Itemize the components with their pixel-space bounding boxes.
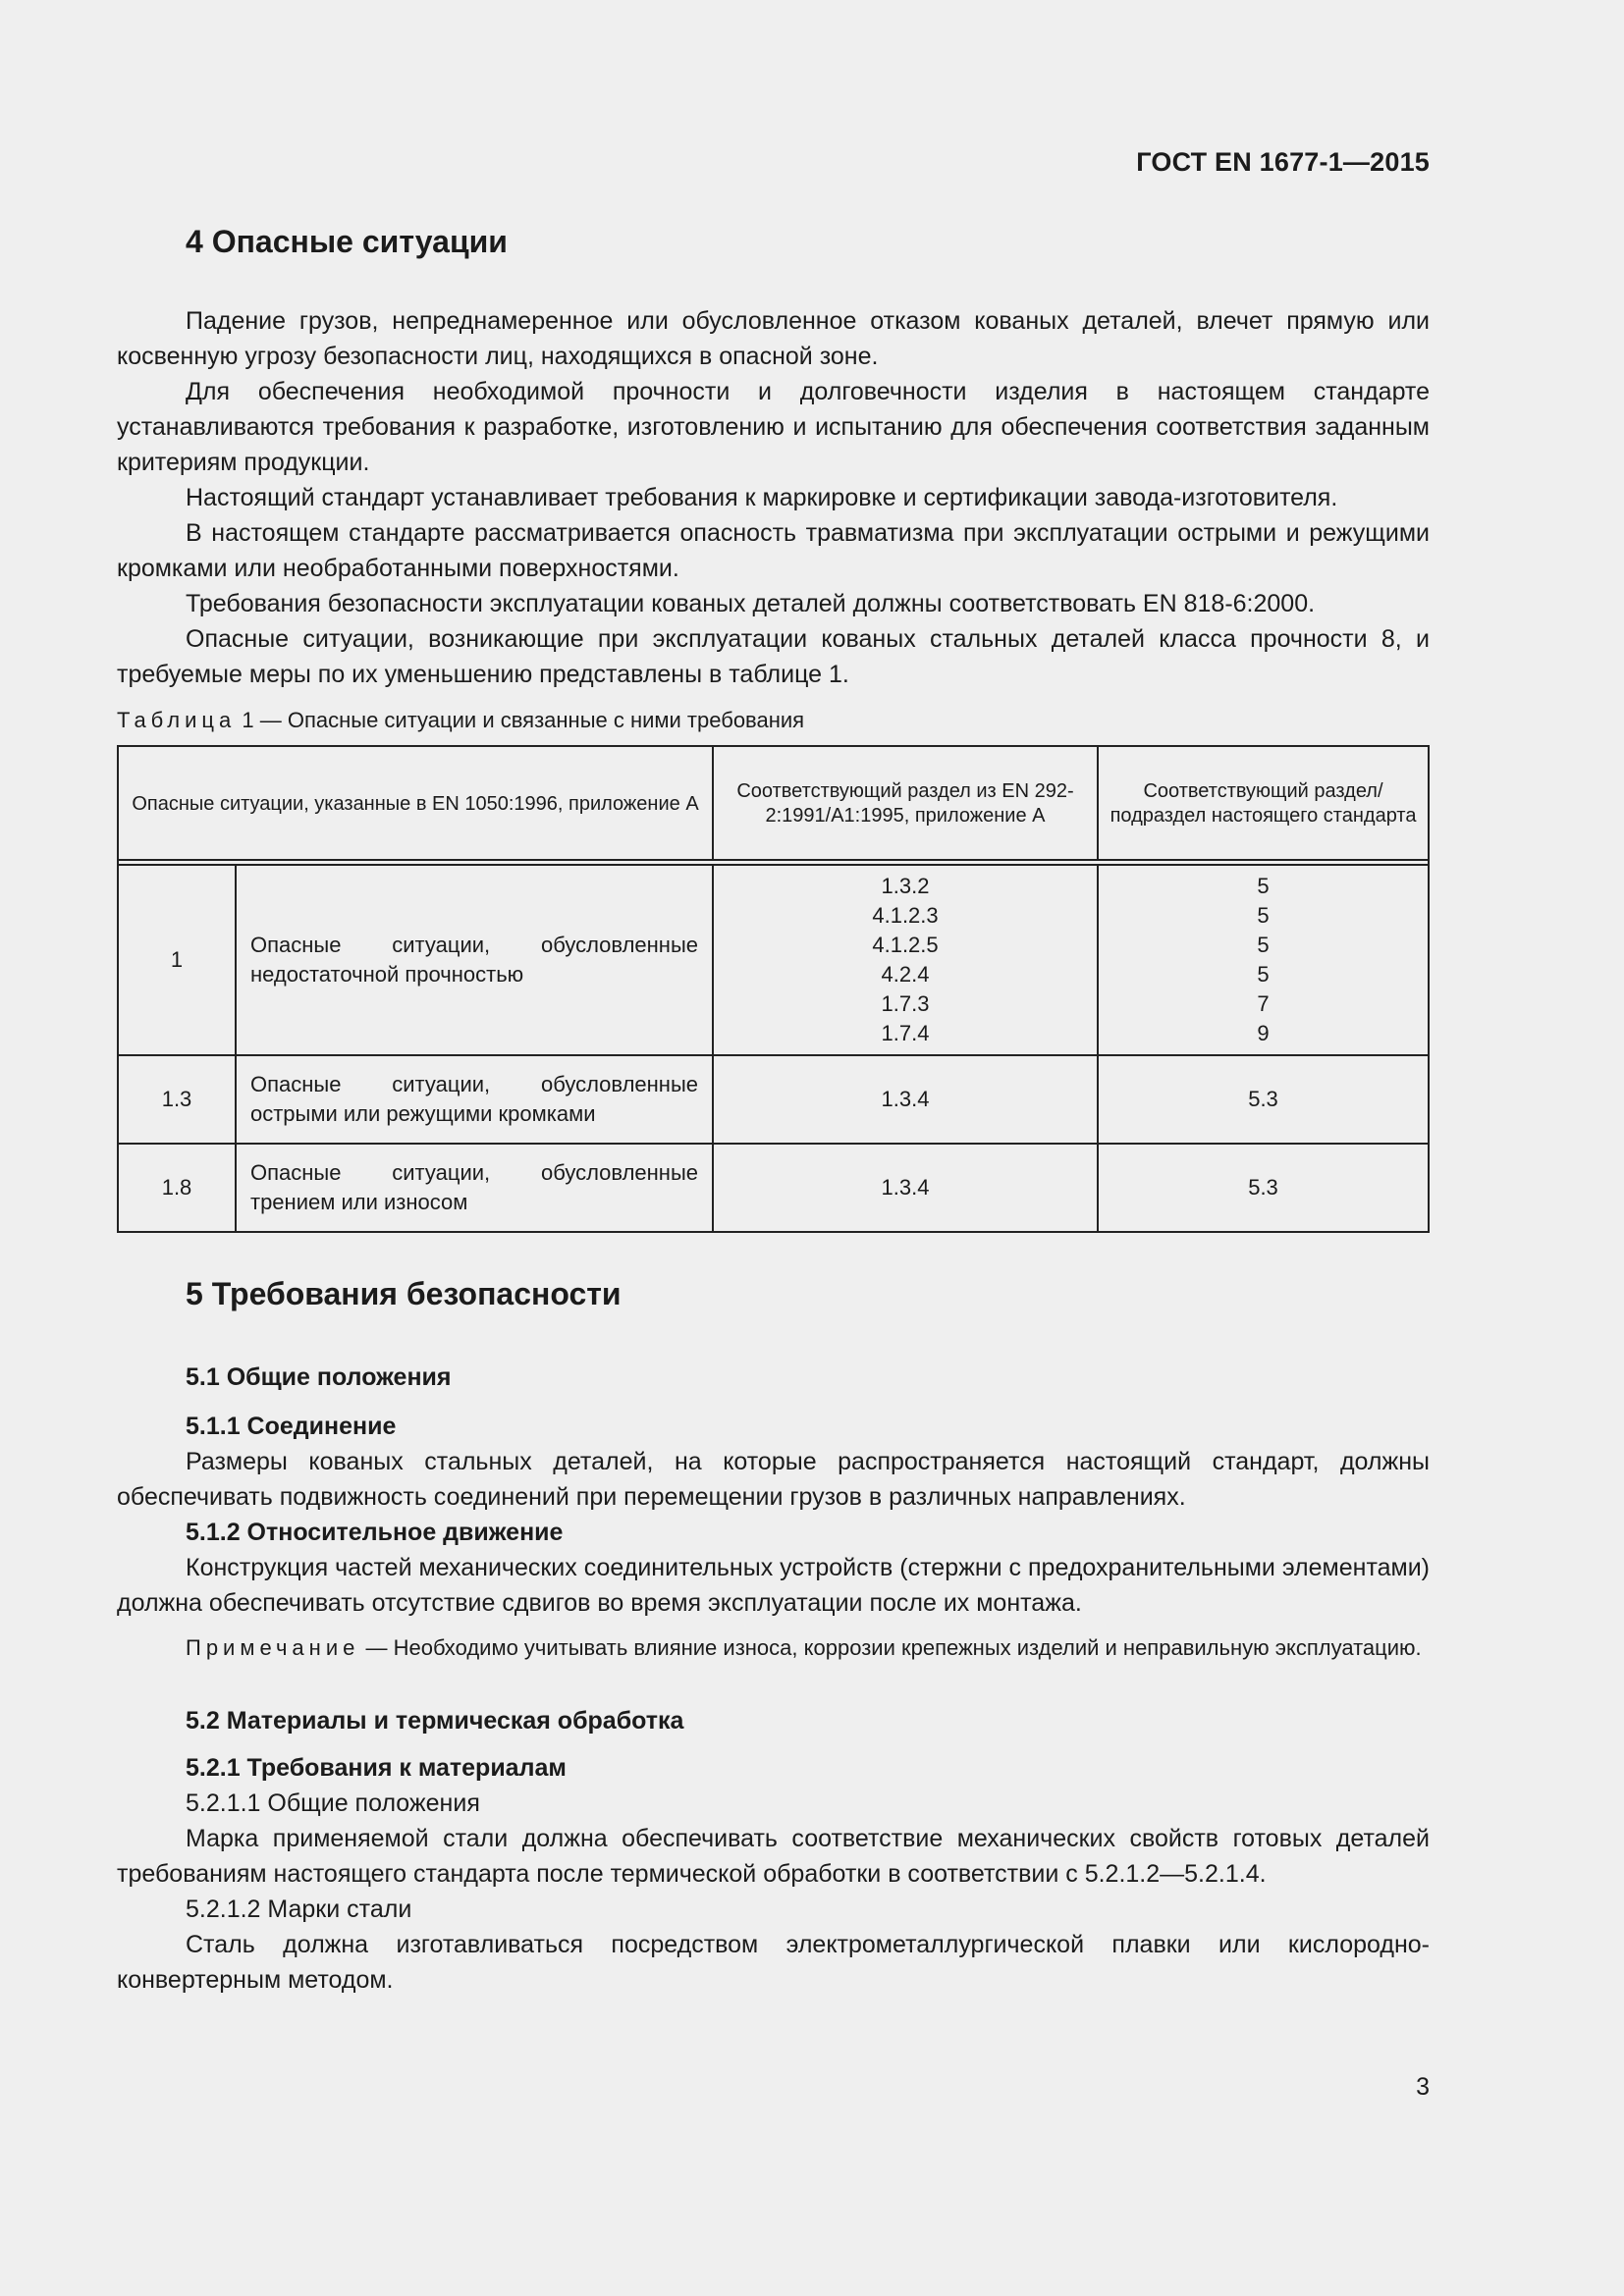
section-5-2-1-1-text: Марка применяемой стали должна обеспечивать соответствие механических свойств готовых деталей требованиям настоящего стандарта после термической обработки в соответствии с 5.2.1.2—5.2.1.4.	[117, 1825, 1430, 1888]
row-sections: 1.3.4	[713, 1055, 1098, 1144]
note-label: Примечание	[186, 1635, 360, 1660]
standard-ref: 5	[1257, 962, 1270, 987]
note-text: — Необходимо учитывать влияние износа, коррозии крепежных изделий и неправильную эксплуатацию.	[365, 1635, 1422, 1660]
section-4-paragraph: Опасные ситуации, возникающие при эксплуатации кованых стальных деталей класса прочности 8, и требуемые меры по их уменьшению представлены в таблице 1.	[117, 625, 1430, 688]
section-5-2-1-1-title: 5.2.1.1 Общие положения	[186, 1789, 480, 1817]
table-caption	[117, 708, 1430, 733]
section-4-paragraph: Настоящий стандарт устанавливает требования к маркировке и сертификации завода-изготовителя.	[186, 484, 1338, 511]
section-5-title: 5 Требования безопасности	[186, 1276, 622, 1311]
table-row	[118, 865, 1429, 1055]
row-sections: 1.3.4	[713, 1144, 1098, 1232]
section-ref: 4.1.2.3	[872, 903, 939, 928]
section-4-title: 4 Опасные ситуации	[186, 224, 508, 259]
section-5-2-title: 5.2 Материалы и термическая обработка	[186, 1707, 684, 1735]
section-5-2-1-2-title: 5.2.1.2 Марки стали	[186, 1896, 412, 1923]
hazards-table	[117, 745, 1430, 1233]
row-number: 1.3	[118, 1055, 236, 1144]
note	[117, 1632, 1430, 1664]
row-sections	[713, 865, 1098, 1055]
table-row	[118, 1144, 1429, 1232]
row-number: 1.8	[118, 1144, 236, 1232]
table-row	[118, 1055, 1429, 1144]
section-5-1-1-text: Размеры кованых стальных деталей, на которые распространяется настоящий стандарт, должны обеспечивать подвижность соединений при перемещении грузов в различных направлениях.	[117, 1448, 1430, 1511]
content	[117, 224, 1430, 1998]
page-number: 3	[1416, 2073, 1430, 2101]
row-number: 1	[118, 865, 236, 1055]
section-5-1-2-title: 5.1.2 Относительное движение	[186, 1519, 564, 1546]
header-en292-section: Соответствующий раздел из EN 292-2:1991/A1:1995, приложение А	[713, 746, 1098, 860]
section-4-paragraph: Требования безопасности эксплуатации кованых деталей должны соответствовать EN 818-6:2000.	[186, 590, 1316, 617]
table-caption-label: Таблица	[117, 708, 237, 732]
section-ref: 4.1.2.5	[872, 933, 939, 957]
section-5-2-1-title: 5.2.1 Требования к материалам	[186, 1754, 567, 1782]
header-standard-section: Соответствующий раздел/подраздел настоящего стандарта	[1098, 746, 1429, 860]
section-4-paragraph: Падение грузов, непреднамеренное или обусловленное отказом кованых деталей, влечет прямую или косвенную угрозу безопасности лиц, находящихся в опасной зоне.	[117, 307, 1430, 370]
section-ref: 1.7.4	[881, 1021, 930, 1045]
standard-ref: 7	[1257, 991, 1270, 1016]
standard-ref: 9	[1257, 1021, 1270, 1045]
document-code: ГОСТ EN 1677-1—2015	[1136, 147, 1430, 177]
row-description: Опасные ситуации, обусловленные трением или износом	[236, 1144, 713, 1232]
section-5-1-1-title: 5.1.1 Соединение	[186, 1413, 397, 1440]
standard-ref: 5	[1257, 903, 1270, 928]
row-standard-sections: 5.3	[1098, 1055, 1429, 1144]
standard-ref: 5	[1257, 933, 1270, 957]
header-hazards: Опасные ситуации, указанные в EN 1050:1996, приложение А	[118, 746, 713, 860]
table-caption-text: 1 — Опасные ситуации и связанные с ними требования	[242, 708, 805, 732]
row-standard-sections: 5.3	[1098, 1144, 1429, 1232]
section-4-paragraph: В настоящем стандарте рассматривается опасность травматизма при эксплуатации острыми и режущими кромками или необработанными поверхностями.	[117, 519, 1430, 582]
row-description: Опасные ситуации, обусловленные недостаточной прочностью	[236, 865, 713, 1055]
standard-ref: 5	[1257, 874, 1270, 898]
section-ref: 4.2.4	[881, 962, 930, 987]
row-description: Опасные ситуации, обусловленные острыми или режущими кромками	[236, 1055, 713, 1144]
section-5-1-title: 5.1 Общие положения	[186, 1363, 452, 1391]
section-4-paragraph: Для обеспечения необходимой прочности и долговечности изделия в настоящем стандарте устанавливаются требования к разработке, изготовлению и испытанию для обеспечения соответствия заданным критериям продукции.	[117, 378, 1430, 476]
section-5-2-1-2-text: Сталь должна изготавливаться посредством электрометаллургической плавки или кислородно-конвертерным методом.	[117, 1931, 1430, 1994]
table-header-row	[118, 746, 1429, 860]
section-5-1-2-text: Конструкция частей механических соединительных устройств (стержни с предохранительными элементами) должна обеспечивать отсутствие сдвигов во время эксплуатации после их монтажа.	[117, 1554, 1430, 1617]
section-ref: 1.7.3	[881, 991, 930, 1016]
row-standard-sections	[1098, 865, 1429, 1055]
section-ref: 1.3.2	[881, 874, 930, 898]
